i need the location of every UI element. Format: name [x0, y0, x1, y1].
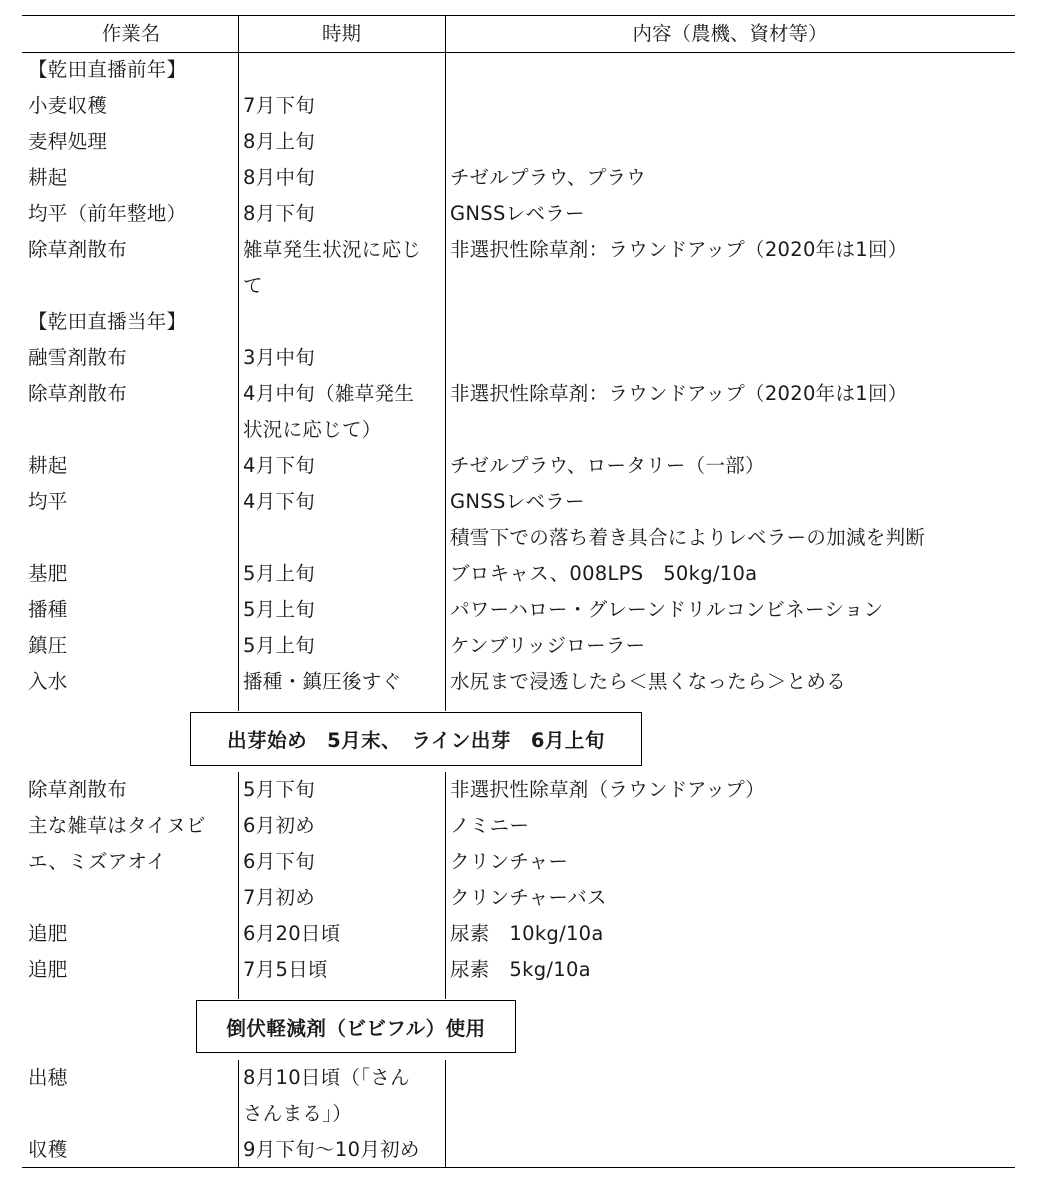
cell-task: 耕起	[28, 454, 68, 477]
cell-task: 除草剤散布	[28, 238, 128, 261]
cell-task: 追肥	[28, 958, 68, 981]
col-divider-1b	[238, 772, 239, 999]
banner-emergence: 出芽始め 5月末、 ライン出芽 6月上旬	[190, 712, 642, 766]
cell-period: 3月中旬	[243, 346, 316, 369]
cell-content: クリンチャーバス	[450, 886, 607, 909]
cell-content: チゼルプラウ、ロータリー（一部）	[450, 454, 765, 477]
cell-content: 水尻まで浸透したら＜黒くなったら＞とめる	[450, 670, 847, 693]
cell-content: GNSSレベラー	[450, 490, 585, 513]
cell-task: 除草剤散布	[28, 382, 128, 405]
cell-task: 追肥	[28, 922, 68, 945]
cell-content: GNSSレベラー	[450, 202, 585, 225]
cell-period: 8月中旬	[243, 166, 316, 189]
cell-period: 5月下旬	[243, 778, 316, 801]
cell-task: 融雪剤散布	[28, 346, 128, 369]
cell-period: 7月下旬	[243, 94, 316, 117]
cell-period: 5月上旬	[243, 634, 316, 657]
cell-content: 非選択性除草剤（ラウンドアップ）	[450, 778, 766, 801]
cell-task: 【乾田直播当年】	[28, 310, 187, 333]
cell-task: 播種	[28, 598, 68, 621]
cell-period: 4月中旬（雑草発生	[243, 382, 415, 405]
cell-period: 4月下旬	[243, 454, 316, 477]
cell-content: ケンブリッジローラー	[450, 634, 646, 657]
cell-task: 小麦収穫	[28, 94, 108, 117]
cell-task: 耕起	[28, 166, 68, 189]
header-content: 内容（農機、資材等）	[632, 22, 828, 45]
cell-period: 4月下旬	[243, 490, 316, 513]
header-period: 時期	[321, 22, 361, 45]
col-divider-2c	[445, 1060, 446, 1168]
cell-content: クリンチャー	[450, 850, 569, 873]
col-divider-2a	[445, 16, 446, 711]
cell-task: 収穫	[28, 1138, 68, 1161]
cell-content: チゼルプラウ、プラウ	[450, 166, 647, 189]
cell-content: 非選択性除草剤：ラウンドアップ（2020年は1回）	[450, 238, 908, 261]
col-divider-1a	[238, 16, 239, 711]
cell-task: 均平（前年整地）	[28, 202, 187, 225]
cell-period: 5月上旬	[243, 562, 316, 585]
cell-period: 状況に応じて）	[243, 418, 382, 441]
cell-period: て	[243, 274, 263, 297]
cell-content: ブロキャス、008LPS 50kg/10a	[450, 562, 758, 585]
cell-period: 8月下旬	[243, 202, 316, 225]
cell-task: 入水	[28, 670, 68, 693]
cell-period: 6月初め	[243, 814, 316, 837]
cell-content: パワーハロー・グレーンドリルコンビネーション	[450, 598, 884, 621]
banner-lodging-reducer: 倒伏軽減剤（ビビフル）使用	[196, 1000, 516, 1053]
cell-content: 尿素 10kg/10a	[450, 922, 604, 945]
cell-task: 【乾田直播前年】	[28, 58, 187, 81]
table-top-rule	[22, 15, 1015, 16]
cell-period: 7月初め	[243, 886, 316, 909]
cell-task: エ、ミズアオイ	[28, 850, 167, 873]
cell-period: 6月下旬	[243, 850, 316, 873]
cell-task: 主な雑草はタイヌビ	[28, 814, 206, 837]
cell-content: 尿素 5kg/10a	[450, 958, 591, 981]
table-bottom-rule	[22, 1167, 1015, 1168]
cell-task: 除草剤散布	[28, 778, 128, 801]
cell-content: 積雪下での落ち着き具合によりレベラーの加減を判断	[450, 526, 926, 549]
col-divider-1c	[238, 1060, 239, 1168]
cell-task: 均平	[28, 490, 68, 513]
cell-period: 播種・鎮圧後すぐ	[243, 670, 402, 693]
cell-content: ノミニー	[450, 814, 530, 837]
cell-task: 基肥	[28, 562, 68, 585]
cell-period: 5月上旬	[243, 598, 316, 621]
cell-task: 麦稈処理	[28, 130, 108, 153]
cell-period: 8月10日頃（「さん	[243, 1066, 410, 1089]
col-divider-2b	[445, 772, 446, 999]
cell-period: 8月上旬	[243, 130, 316, 153]
cell-period: さんまる」）	[243, 1102, 353, 1125]
cell-period: 6月20日頃	[243, 922, 341, 945]
cell-period: 7月5日頃	[243, 958, 328, 981]
cell-period: 雑草発生状況に応じ	[243, 238, 422, 261]
cell-task: 出穂	[28, 1066, 68, 1089]
cell-period: 9月下旬〜10月初め	[243, 1138, 420, 1161]
header-task: 作業名	[101, 22, 161, 45]
cell-task: 鎮圧	[28, 634, 68, 657]
cell-content: 非選択性除草剤：ラウンドアップ（2020年は1回）	[450, 382, 908, 405]
